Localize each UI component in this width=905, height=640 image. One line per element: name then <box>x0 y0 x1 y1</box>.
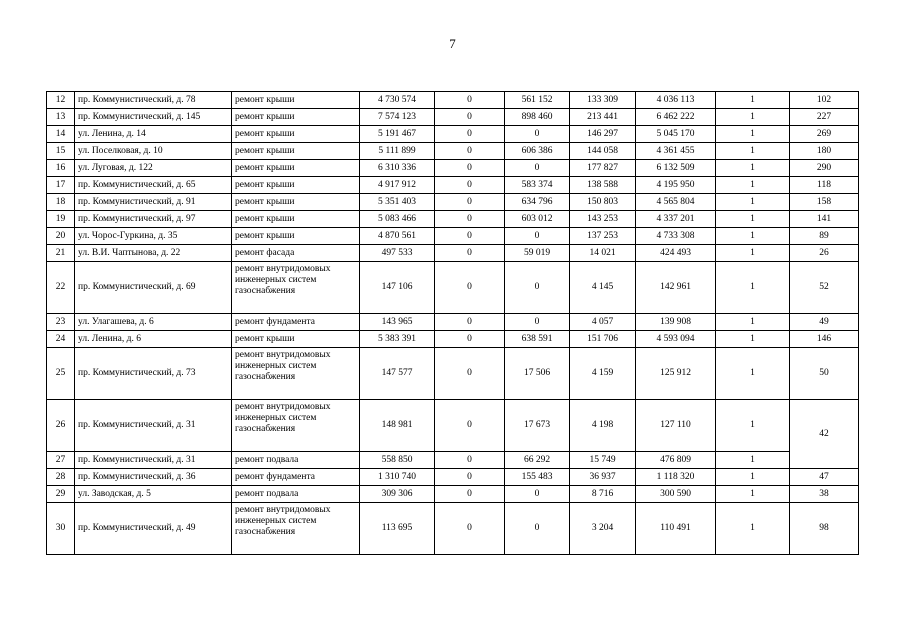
value-col-4-cell: 14 021 <box>570 245 636 262</box>
value-col-3-cell: 0 <box>505 503 570 555</box>
table-row <box>47 331 859 348</box>
total-cost-cell: 497 533 <box>360 245 435 262</box>
total-cost-cell: 148 981 <box>360 400 435 452</box>
value-col-3-cell: 606 386 <box>505 143 570 160</box>
value-col-6-cell: 1 <box>716 400 790 452</box>
value-col-7-cell: 26 <box>790 245 859 262</box>
value-col-5-cell: 6 132 509 <box>636 160 716 177</box>
value-col-3-cell: 66 292 <box>505 452 570 469</box>
value-col-7-cell: 290 <box>790 160 859 177</box>
table-row <box>47 262 859 314</box>
work-type-cell: ремонт крыши <box>232 160 360 177</box>
row-number-cell: 26 <box>47 400 75 452</box>
value-col-6-cell: 1 <box>716 194 790 211</box>
value-col-6-cell: 1 <box>716 486 790 503</box>
value-col-2-cell: 0 <box>435 177 505 194</box>
value-col-3-cell: 0 <box>505 486 570 503</box>
address-cell: пр. Коммунистический, д. 91 <box>75 194 232 211</box>
table-row <box>47 486 859 503</box>
value-col-5-cell: 110 491 <box>636 503 716 555</box>
value-col-4-cell: 213 441 <box>570 109 636 126</box>
value-col-7-cell: 47 <box>790 469 859 486</box>
address-cell: пр. Коммунистический, д. 78 <box>75 92 232 109</box>
value-col-5-cell: 4 036 113 <box>636 92 716 109</box>
row-number-cell: 15 <box>47 143 75 160</box>
value-col-5-cell: 4 195 950 <box>636 177 716 194</box>
value-col-2-cell: 0 <box>435 160 505 177</box>
row-number-cell: 21 <box>47 245 75 262</box>
value-col-7-cell: 269 <box>790 126 859 143</box>
row-number-cell: 16 <box>47 160 75 177</box>
value-col-6-cell: 1 <box>716 503 790 555</box>
value-col-5-cell: 424 493 <box>636 245 716 262</box>
work-type-cell: ремонт крыши <box>232 177 360 194</box>
row-number-cell: 13 <box>47 109 75 126</box>
total-cost-cell: 5 191 467 <box>360 126 435 143</box>
total-cost-cell: 113 695 <box>360 503 435 555</box>
value-col-2-cell: 0 <box>435 486 505 503</box>
row-number-cell: 20 <box>47 228 75 245</box>
total-cost-cell: 558 850 <box>360 452 435 469</box>
value-col-4-cell: 138 588 <box>570 177 636 194</box>
value-col-3-cell: 17 506 <box>505 348 570 400</box>
value-col-6-cell: 1 <box>716 452 790 469</box>
row-number-cell: 27 <box>47 452 75 469</box>
value-col-7-cell: 50 <box>790 348 859 400</box>
table-row <box>47 126 859 143</box>
row-number-cell: 29 <box>47 486 75 503</box>
value-col-7-cell: 118 <box>790 177 859 194</box>
total-cost-cell: 143 965 <box>360 314 435 331</box>
address-cell: пр. Коммунистический, д. 31 <box>75 400 232 452</box>
value-col-7-cell: 180 <box>790 143 859 160</box>
value-col-3-cell: 603 012 <box>505 211 570 228</box>
value-col-6-cell: 1 <box>716 331 790 348</box>
row-number-cell: 30 <box>47 503 75 555</box>
row-number-cell: 14 <box>47 126 75 143</box>
value-col-4-cell: 4 198 <box>570 400 636 452</box>
value-col-2-cell: 0 <box>435 211 505 228</box>
table-row <box>47 452 859 469</box>
value-col-5-cell: 127 110 <box>636 400 716 452</box>
value-col-4-cell: 144 058 <box>570 143 636 160</box>
value-col-3-cell: 898 460 <box>505 109 570 126</box>
row-number-cell: 22 <box>47 262 75 314</box>
value-col-4-cell: 150 803 <box>570 194 636 211</box>
value-col-6-cell: 1 <box>716 211 790 228</box>
table-row <box>47 211 859 228</box>
value-col-6-cell: 1 <box>716 348 790 400</box>
table-row <box>47 469 859 486</box>
capital-repair-table <box>46 91 859 555</box>
table-row <box>47 92 859 109</box>
value-col-4-cell: 177 827 <box>570 160 636 177</box>
address-cell: пр. Коммунистический, д. 49 <box>75 503 232 555</box>
value-col-3-cell: 0 <box>505 160 570 177</box>
total-cost-cell: 147 106 <box>360 262 435 314</box>
address-cell: ул. Луговая, д. 122 <box>75 160 232 177</box>
work-type-cell: ремонт крыши <box>232 228 360 245</box>
value-col-3-cell: 155 483 <box>505 469 570 486</box>
value-col-7-cell: 49 <box>790 314 859 331</box>
value-col-6-cell: 1 <box>716 143 790 160</box>
value-col-4-cell: 15 749 <box>570 452 636 469</box>
address-cell: пр. Коммунистический, д. 36 <box>75 469 232 486</box>
value-col-2-cell: 0 <box>435 92 505 109</box>
value-col-2-cell: 0 <box>435 503 505 555</box>
value-col-5-cell: 142 961 <box>636 262 716 314</box>
value-col-5-cell: 4 565 804 <box>636 194 716 211</box>
total-cost-cell: 147 577 <box>360 348 435 400</box>
value-col-5-cell: 4 337 201 <box>636 211 716 228</box>
value-col-2-cell: 0 <box>435 314 505 331</box>
value-col-6-cell: 1 <box>716 92 790 109</box>
value-col-4-cell: 3 204 <box>570 503 636 555</box>
value-col-2-cell: 0 <box>435 469 505 486</box>
work-type-cell: ремонт крыши <box>232 143 360 160</box>
value-col-6-cell: 1 <box>716 228 790 245</box>
value-col-4-cell: 143 253 <box>570 211 636 228</box>
value-col-2-cell: 0 <box>435 143 505 160</box>
value-col-3-cell: 59 019 <box>505 245 570 262</box>
total-cost-cell: 5 351 403 <box>360 194 435 211</box>
table-row <box>47 245 859 262</box>
value-col-3-cell: 0 <box>505 228 570 245</box>
value-col-5-cell: 4 361 455 <box>636 143 716 160</box>
value-col-4-cell: 8 716 <box>570 486 636 503</box>
work-type-cell: ремонт крыши <box>232 331 360 348</box>
table-row <box>47 109 859 126</box>
value-col-5-cell: 5 045 170 <box>636 126 716 143</box>
value-col-3-cell: 17 673 <box>505 400 570 452</box>
total-cost-cell: 7 574 123 <box>360 109 435 126</box>
work-type-cell: ремонт крыши <box>232 109 360 126</box>
total-cost-cell: 5 083 466 <box>360 211 435 228</box>
total-cost-cell: 5 383 391 <box>360 331 435 348</box>
work-type-cell: ремонт крыши <box>232 194 360 211</box>
value-col-6-cell: 1 <box>716 262 790 314</box>
value-col-7-cell: 89 <box>790 228 859 245</box>
table-row <box>47 503 859 555</box>
work-type-cell: ремонт фундамента <box>232 469 360 486</box>
value-col-2-cell: 0 <box>435 245 505 262</box>
value-col-7-cell: 38 <box>790 486 859 503</box>
value-col-2-cell: 0 <box>435 109 505 126</box>
row-number-cell: 24 <box>47 331 75 348</box>
row-number-cell: 25 <box>47 348 75 400</box>
value-col-6-cell: 1 <box>716 177 790 194</box>
table-row <box>47 228 859 245</box>
table-row <box>47 177 859 194</box>
address-cell: пр. Коммунистический, д. 31 <box>75 452 232 469</box>
value-col-2-cell: 0 <box>435 331 505 348</box>
value-col-7-cell: 52 <box>790 262 859 314</box>
total-cost-cell: 6 310 336 <box>360 160 435 177</box>
work-type-cell: ремонт подвала <box>232 452 360 469</box>
total-cost-cell: 4 730 574 <box>360 92 435 109</box>
value-col-4-cell: 137 253 <box>570 228 636 245</box>
work-type-cell: ремонт фасада <box>232 245 360 262</box>
total-cost-cell: 4 917 912 <box>360 177 435 194</box>
row-number-cell: 19 <box>47 211 75 228</box>
value-col-6-cell: 1 <box>716 109 790 126</box>
address-cell: пр. Коммунистический, д. 145 <box>75 109 232 126</box>
value-col-7-cell: 141 <box>790 211 859 228</box>
total-cost-cell: 309 306 <box>360 486 435 503</box>
work-type-cell: ремонт внутридомовых инженерных систем газоснабжения <box>232 400 360 452</box>
page-number: 7 <box>449 36 456 51</box>
value-col-7-cell: 158 <box>790 194 859 211</box>
row-number-cell: 17 <box>47 177 75 194</box>
address-cell: ул. В.И. Чаптынова, д. 22 <box>75 245 232 262</box>
table-row <box>47 314 859 331</box>
value-col-5-cell: 4 593 094 <box>636 331 716 348</box>
value-col-5-cell: 4 733 308 <box>636 228 716 245</box>
value-col-4-cell: 4 159 <box>570 348 636 400</box>
table-row <box>47 194 859 211</box>
address-cell: пр. Коммунистический, д. 73 <box>75 348 232 400</box>
value-col-7-cell: 42 <box>790 400 859 469</box>
value-col-5-cell: 125 912 <box>636 348 716 400</box>
value-col-3-cell: 561 152 <box>505 92 570 109</box>
address-cell: ул. Улагашева, д. 6 <box>75 314 232 331</box>
address-cell: пр. Коммунистический, д. 69 <box>75 262 232 314</box>
value-col-4-cell: 133 309 <box>570 92 636 109</box>
table-row <box>47 400 859 452</box>
value-col-2-cell: 0 <box>435 400 505 452</box>
value-col-3-cell: 0 <box>505 262 570 314</box>
total-cost-cell: 5 111 899 <box>360 143 435 160</box>
value-col-6-cell: 1 <box>716 245 790 262</box>
table-row <box>47 348 859 400</box>
value-col-6-cell: 1 <box>716 469 790 486</box>
value-col-4-cell: 146 297 <box>570 126 636 143</box>
value-col-2-cell: 0 <box>435 348 505 400</box>
work-type-cell: ремонт крыши <box>232 126 360 143</box>
value-col-2-cell: 0 <box>435 228 505 245</box>
value-col-3-cell: 0 <box>505 314 570 331</box>
value-col-6-cell: 1 <box>716 126 790 143</box>
address-cell: ул. Поселковая, д. 10 <box>75 143 232 160</box>
value-col-4-cell: 151 706 <box>570 331 636 348</box>
row-number-cell: 28 <box>47 469 75 486</box>
value-col-6-cell: 1 <box>716 160 790 177</box>
value-col-7-cell: 102 <box>790 92 859 109</box>
work-type-cell: ремонт крыши <box>232 92 360 109</box>
value-col-3-cell: 0 <box>505 126 570 143</box>
work-type-cell: ремонт подвала <box>232 486 360 503</box>
value-col-2-cell: 0 <box>435 126 505 143</box>
value-col-5-cell: 300 590 <box>636 486 716 503</box>
address-cell: ул. Заводская, д. 5 <box>75 486 232 503</box>
address-cell: ул. Ленина, д. 6 <box>75 331 232 348</box>
work-type-cell: ремонт фундамента <box>232 314 360 331</box>
value-col-4-cell: 4 057 <box>570 314 636 331</box>
value-col-3-cell: 583 374 <box>505 177 570 194</box>
work-type-cell: ремонт крыши <box>232 211 360 228</box>
address-cell: пр. Коммунистический, д. 65 <box>75 177 232 194</box>
total-cost-cell: 4 870 561 <box>360 228 435 245</box>
table-row <box>47 160 859 177</box>
value-col-3-cell: 634 796 <box>505 194 570 211</box>
address-cell: ул. Ленина, д. 14 <box>75 126 232 143</box>
work-type-cell: ремонт внутридомовых инженерных систем газоснабжения <box>232 503 360 555</box>
value-col-4-cell: 4 145 <box>570 262 636 314</box>
value-col-5-cell: 476 809 <box>636 452 716 469</box>
value-col-7-cell: 146 <box>790 331 859 348</box>
value-col-2-cell: 0 <box>435 262 505 314</box>
row-number-cell: 12 <box>47 92 75 109</box>
value-col-7-cell: 98 <box>790 503 859 555</box>
value-col-2-cell: 0 <box>435 194 505 211</box>
address-cell: ул. Чорос-Гуркина, д. 35 <box>75 228 232 245</box>
work-type-cell: ремонт внутридомовых инженерных систем газоснабжения <box>232 262 360 314</box>
value-col-2-cell: 0 <box>435 452 505 469</box>
work-type-cell: ремонт внутридомовых инженерных систем газоснабжения <box>232 348 360 400</box>
value-col-6-cell: 1 <box>716 314 790 331</box>
total-cost-cell: 1 310 740 <box>360 469 435 486</box>
value-col-4-cell: 36 937 <box>570 469 636 486</box>
value-col-5-cell: 1 118 320 <box>636 469 716 486</box>
address-cell: пр. Коммунистический, д. 97 <box>75 211 232 228</box>
row-number-cell: 18 <box>47 194 75 211</box>
value-col-7-cell: 227 <box>790 109 859 126</box>
table-row <box>47 143 859 160</box>
value-col-3-cell: 638 591 <box>505 331 570 348</box>
row-number-cell: 23 <box>47 314 75 331</box>
value-col-5-cell: 6 462 222 <box>636 109 716 126</box>
value-col-5-cell: 139 908 <box>636 314 716 331</box>
